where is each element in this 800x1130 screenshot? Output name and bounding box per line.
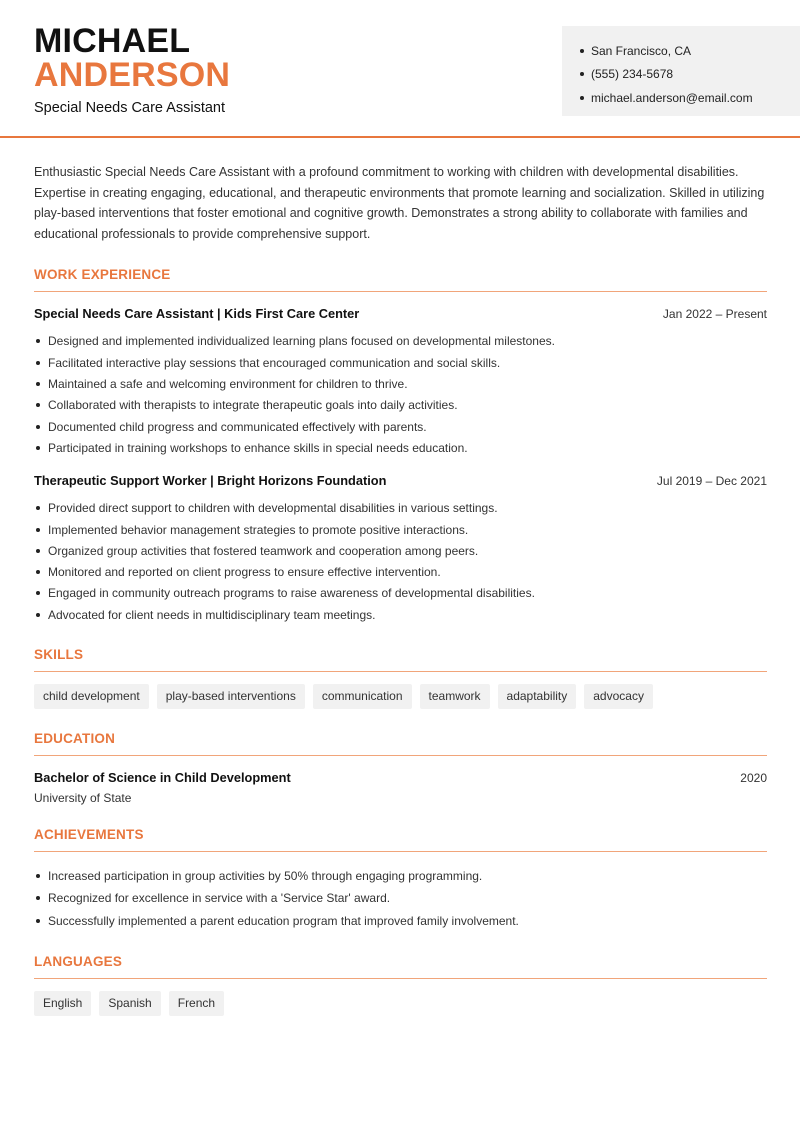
bullet-icon [36, 896, 40, 900]
contact-phone-text: (555) 234-5678 [591, 67, 674, 82]
list-item [34, 416, 767, 437]
list-item [34, 519, 767, 540]
bullet-icon [580, 72, 584, 76]
bullet-text: Provided direct support to children with developmental disabilities in various settings. [48, 501, 498, 516]
summary: Enthusiastic Special Needs Care Assistant with a profound commitment to working with children with developmental disabilities. Expertise in creating engaging, educational, and therapeutic environments that promote learning and socialization. Skilled in utilizing play-based interventions that foster emotional and cognitive growth. Demonstrates a strong ability to collaborate with families and educational professionals to provide comprehensive support. [34, 165, 765, 242]
language-tags [34, 991, 767, 1016]
bullet-icon [36, 570, 40, 574]
bullet-icon [580, 49, 584, 53]
bullet-icon [36, 591, 40, 595]
bullet-text: Facilitated interactive play sessions that encouraged communication and social skills. [48, 355, 501, 370]
list-item [34, 604, 767, 625]
bullet-icon [36, 549, 40, 553]
bullet-text: Collaborated with therapists to integrate therapeutic goals into daily activities. [48, 398, 458, 413]
bullet-text: Recognized for excellence in service with a 'Service Star' award. [48, 891, 391, 906]
list-item [34, 331, 767, 352]
resume-body [34, 162, 767, 1016]
contact-email[interactable] [580, 86, 800, 110]
section-title-languages: LANGUAGES [34, 954, 767, 979]
section-title-work: WORK EXPERIENCE [34, 267, 767, 292]
bullet-icon [36, 528, 40, 532]
bullet-text: Organized group activities that fostered teamwork and cooperation among peers. [48, 543, 479, 558]
contact-email-text[interactable]: michael.anderson@email.com [591, 90, 753, 105]
bullet-icon [36, 613, 40, 617]
bullet-icon [36, 874, 40, 878]
list-item [34, 540, 767, 561]
bullet-text: Designed and implemented individualized learning plans focused on developmental milestones. [48, 334, 555, 349]
education-year: 2020 [740, 771, 767, 786]
list-item [34, 498, 767, 519]
skill-tag: communication [313, 684, 412, 709]
achievement-bullets [34, 864, 767, 932]
language-tag: French [169, 991, 224, 1016]
bullet-text: Maintained a safe and welcoming environment for children to thrive. [48, 377, 408, 392]
job-bullets [34, 498, 767, 626]
first-name: MICHAEL [34, 22, 191, 60]
education-entry [34, 770, 767, 805]
skill-tag: adaptability [498, 684, 577, 709]
job-bullets [34, 331, 767, 459]
job-dates: Jan 2022 – Present [662, 306, 767, 321]
bullet-text: Participated in training workshops to enhance skills in special needs education. [48, 440, 468, 455]
job-role: Special Needs Care Assistant [34, 100, 226, 116]
list-item [34, 887, 767, 910]
job-dates: Jul 2019 – Dec 2021 [656, 473, 767, 488]
bullet-icon [36, 425, 40, 429]
list-item [34, 561, 767, 582]
list-item [34, 352, 767, 373]
education-school: University of State [34, 791, 132, 806]
list-item [34, 437, 767, 458]
bullet-text: Advocated for client needs in multidisciplinary team meetings. [48, 607, 376, 622]
bullet-icon [36, 446, 40, 450]
list-item [34, 583, 767, 604]
contact-phone [580, 63, 800, 87]
list-item [34, 909, 767, 932]
bullet-text: Successfully implemented a parent education program that improved family involvement. [48, 913, 519, 928]
skill-tag: child development [34, 684, 149, 709]
skill-tag: advocacy [584, 684, 653, 709]
list-item [34, 864, 767, 887]
job-entry [34, 473, 767, 626]
job-title: Special Needs Care Assistant | Kids First Care Center [34, 305, 360, 321]
list-item [34, 395, 767, 416]
section-title-achievements: ACHIEVEMENTS [34, 827, 767, 852]
bullet-icon [36, 919, 40, 923]
bullet-icon [36, 506, 40, 510]
skill-tag: play-based interventions [157, 684, 305, 709]
education-degree: Bachelor of Science in Child Development [34, 770, 291, 786]
bullet-icon [36, 361, 40, 365]
bullet-icon [36, 403, 40, 407]
resume-header [0, 0, 800, 138]
contact-box [562, 26, 800, 116]
list-item [34, 373, 767, 394]
contact-location [580, 39, 800, 63]
language-tag: English [34, 991, 91, 1016]
bullet-text: Engaged in community outreach programs to raise awareness of developmental disabilities. [48, 586, 535, 601]
bullet-icon [36, 382, 40, 386]
bullet-text: Monitored and reported on client progress to ensure effective intervention. [48, 565, 441, 580]
language-tag: Spanish [99, 991, 160, 1016]
bullet-icon [36, 339, 40, 343]
bullet-text: Implemented behavior management strategies to promote positive interactions. [48, 522, 469, 537]
section-title-skills: SKILLS [34, 647, 767, 672]
bullet-icon [580, 96, 584, 100]
job-entry [34, 306, 767, 459]
skill-tag: teamwork [420, 684, 490, 709]
bullet-text: Documented child progress and communicated effectively with parents. [48, 419, 427, 434]
skills-tags [34, 684, 767, 709]
section-title-education: EDUCATION [34, 731, 767, 756]
contact-location-text: San Francisco, CA [591, 43, 692, 58]
last-name: ANDERSON [34, 56, 231, 94]
bullet-text: Increased participation in group activities by 50% through engaging programming. [48, 868, 483, 883]
job-title: Therapeutic Support Worker | Bright Horizons Foundation [34, 472, 387, 488]
